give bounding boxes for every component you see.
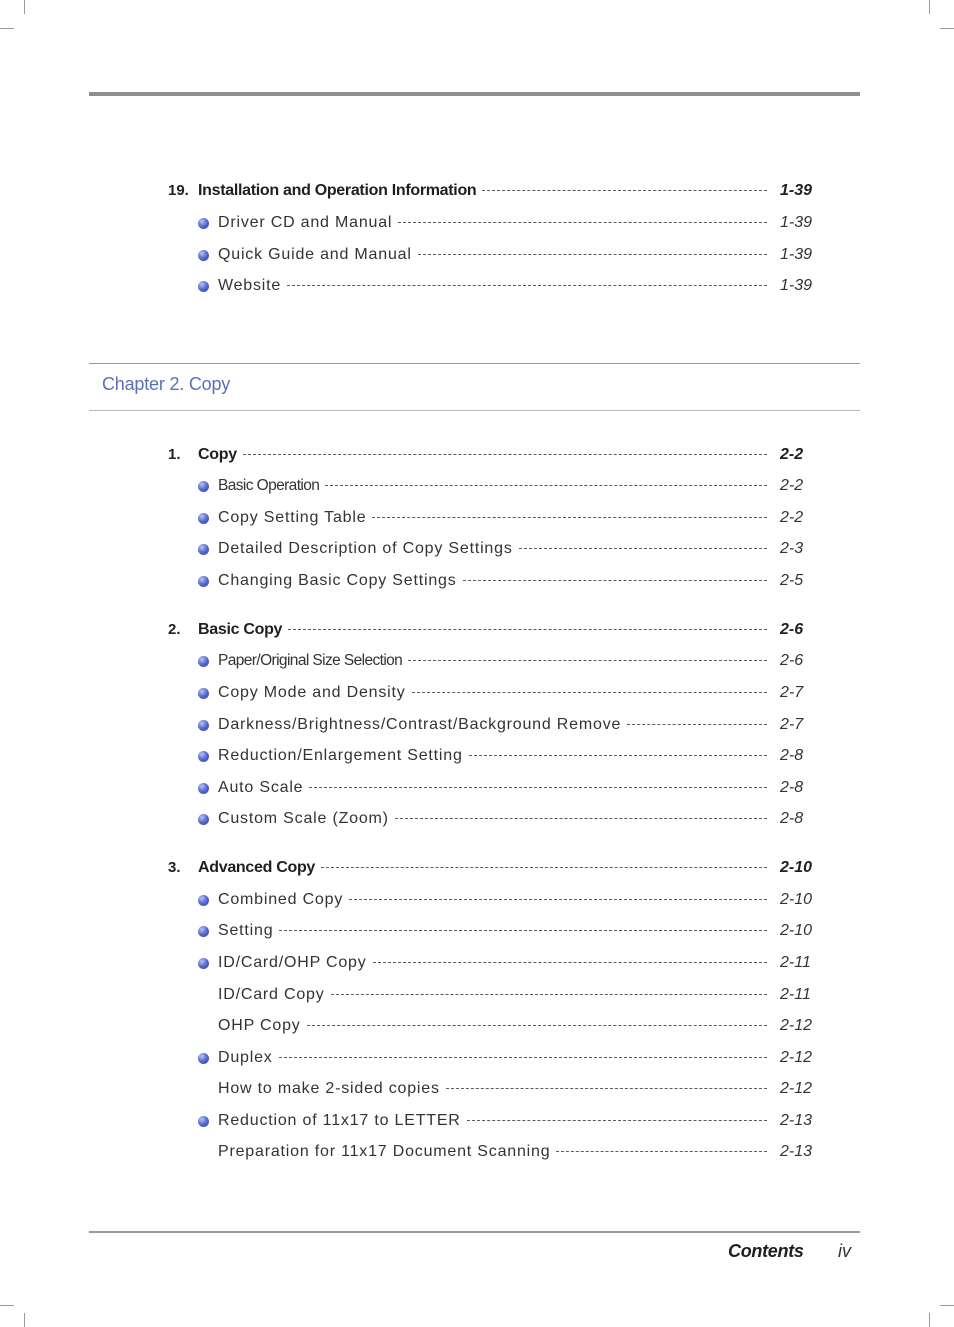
dot-leader	[446, 1088, 767, 1089]
toc-subentry	[0, 212, 954, 234]
bullet-icon	[198, 895, 209, 906]
bullet-icon	[198, 814, 209, 825]
entry-title: Basic Operation	[218, 477, 320, 494]
entry-page-number: 2-5	[780, 572, 804, 589]
header-rule	[89, 92, 860, 96]
entry-title: Basic Copy	[198, 621, 283, 638]
crop-mark	[24, 1313, 25, 1327]
footer-label: Contents	[728, 1241, 804, 1261]
entry-page-number: 2-7	[780, 684, 804, 701]
dot-leader	[408, 660, 767, 661]
entry-title: How to make 2-sided copies	[218, 1080, 440, 1097]
bullet-icon	[198, 958, 209, 969]
dot-leader	[288, 629, 767, 630]
crop-mark	[0, 1305, 14, 1306]
toc-subentry	[0, 1141, 954, 1163]
entry-page-number: 2-13	[780, 1112, 813, 1129]
entry-page-number: 1-39	[780, 214, 813, 231]
toc-subentry	[0, 984, 954, 1006]
dot-leader	[331, 994, 767, 995]
toc-subentry	[0, 682, 954, 704]
toc-subentry	[0, 570, 954, 592]
section-number: 1.	[168, 446, 181, 463]
entry-title: Preparation for 11x17 Document Scanning	[218, 1143, 551, 1160]
entry-title: ID/Card Copy	[218, 986, 325, 1003]
bullet-icon	[198, 218, 209, 229]
entry-title: OHP Copy	[218, 1017, 301, 1034]
toc-subentry	[0, 920, 954, 942]
dot-leader	[519, 548, 767, 549]
bullet-icon	[198, 576, 209, 587]
toc-subentry	[0, 889, 954, 911]
bullet-icon	[198, 513, 209, 524]
toc-subentry	[0, 538, 954, 560]
entry-page-number: 2-11	[780, 954, 811, 971]
entry-page-number: 2-10	[780, 891, 813, 908]
chapter-header	[89, 363, 860, 411]
section-number: 2.	[168, 621, 181, 638]
entry-page-number: 2-10	[780, 859, 813, 876]
entry-page-number: 2-12	[780, 1049, 813, 1066]
dot-leader	[482, 190, 767, 191]
bullet-icon	[198, 250, 209, 261]
entry-title: Copy Mode and Density	[218, 684, 406, 701]
entry-page-number: 2-11	[780, 986, 811, 1003]
entry-title: Detailed Description of Copy Settings	[218, 540, 513, 557]
dot-leader	[321, 867, 767, 868]
bullet-icon	[198, 751, 209, 762]
toc-section-entry	[0, 619, 954, 641]
entry-title: Paper/Original Size Selection	[218, 652, 403, 669]
entry-page-number: 2-6	[780, 652, 804, 669]
entry-title: Copy Setting Table	[218, 509, 367, 526]
bullet-icon	[198, 783, 209, 794]
entry-title: Duplex	[218, 1049, 273, 1066]
chapter-title: Chapter 2. Copy	[102, 374, 231, 394]
dot-leader	[463, 580, 767, 581]
crop-mark	[940, 28, 954, 29]
entry-title: Installation and Operation Information	[198, 182, 477, 199]
entry-title: Quick Guide and Manual	[218, 246, 412, 263]
bullet-icon	[198, 1116, 209, 1127]
toc-subentry	[0, 777, 954, 799]
dot-leader	[309, 787, 767, 788]
entry-page-number: 2-12	[780, 1017, 813, 1034]
crop-mark	[929, 1313, 930, 1327]
toc-subentry	[0, 714, 954, 736]
toc-subentry	[0, 1110, 954, 1132]
crop-mark	[0, 28, 14, 29]
dot-leader	[307, 1025, 767, 1026]
dot-leader	[372, 517, 767, 518]
dot-leader	[279, 1057, 767, 1058]
bullet-icon	[198, 688, 209, 699]
entry-page-number: 2-13	[780, 1143, 813, 1160]
dot-leader	[556, 1151, 767, 1152]
entry-page-number: 1-39	[780, 277, 813, 294]
crop-mark	[940, 1305, 954, 1306]
toc-subentry	[0, 275, 954, 297]
entry-page-number: 2-8	[780, 779, 804, 796]
toc-subentry	[0, 745, 954, 767]
entry-title: Website	[218, 277, 282, 294]
entry-page-number: 2-12	[780, 1080, 813, 1097]
entry-page-number: 1-39	[780, 182, 813, 199]
crop-mark	[24, 0, 25, 14]
dot-leader	[467, 1120, 767, 1121]
toc-subentry	[0, 507, 954, 529]
toc-section-entry	[0, 444, 954, 466]
entry-page-number: 2-3	[780, 540, 804, 557]
entry-title: Copy	[198, 446, 237, 463]
toc-subentry	[0, 1047, 954, 1069]
section-number: 3.	[168, 859, 181, 876]
dot-leader	[418, 254, 767, 255]
entry-title: Driver CD and Manual	[218, 214, 393, 231]
entry-title: Darkness/Brightness/Contrast/Background Remove	[218, 716, 622, 733]
dot-leader	[325, 485, 767, 486]
toc-subentry	[0, 244, 954, 266]
dot-leader	[398, 222, 767, 223]
dot-leader	[349, 899, 767, 900]
entry-title: Custom Scale (Zoom)	[218, 810, 389, 827]
entry-page-number: 2-7	[780, 716, 804, 733]
entry-page-number: 2-2	[780, 446, 804, 463]
bullet-icon	[198, 720, 209, 731]
entry-page-number: 2-2	[780, 477, 804, 494]
toc-subentry	[0, 475, 954, 497]
section-number: 19.	[168, 182, 189, 199]
dot-leader	[395, 818, 767, 819]
entry-page-number: 2-2	[780, 509, 804, 526]
entry-title: Advanced Copy	[198, 859, 316, 876]
entry-page-number: 2-8	[780, 810, 804, 827]
dot-leader	[373, 962, 767, 963]
entry-title: Auto Scale	[218, 779, 304, 796]
toc-section-entry	[0, 180, 954, 202]
entry-title: ID/Card/OHP Copy	[218, 954, 367, 971]
entry-page-number: 1-39	[780, 246, 813, 263]
footer-page-number: iv	[838, 1241, 851, 1261]
entry-title: Reduction/Enlargement Setting	[218, 747, 463, 764]
entry-title: Changing Basic Copy Settings	[218, 572, 457, 589]
entry-page-number: 2-8	[780, 747, 804, 764]
entry-title: Combined Copy	[218, 891, 344, 908]
dot-leader	[412, 692, 767, 693]
bullet-icon	[198, 656, 209, 667]
toc-subentry	[0, 952, 954, 974]
entry-title: Reduction of 11x17 to LETTER	[218, 1112, 461, 1129]
dot-leader	[243, 454, 767, 455]
entry-title: Setting	[218, 922, 274, 939]
dot-leader	[627, 724, 767, 725]
dot-leader	[469, 755, 767, 756]
crop-mark	[929, 0, 930, 14]
toc-subentry	[0, 650, 954, 672]
bullet-icon	[198, 544, 209, 555]
toc-subentry	[0, 808, 954, 830]
footer-rule	[89, 1231, 860, 1233]
entry-page-number: 2-10	[780, 922, 813, 939]
toc-subentry	[0, 1015, 954, 1037]
toc-section-entry	[0, 857, 954, 879]
bullet-icon	[198, 281, 209, 292]
bullet-icon	[198, 1053, 209, 1064]
entry-page-number: 2-6	[780, 621, 804, 638]
bullet-icon	[198, 481, 209, 492]
dot-leader	[279, 930, 767, 931]
dot-leader	[287, 285, 767, 286]
bullet-icon	[198, 926, 209, 937]
toc-subentry	[0, 1078, 954, 1100]
